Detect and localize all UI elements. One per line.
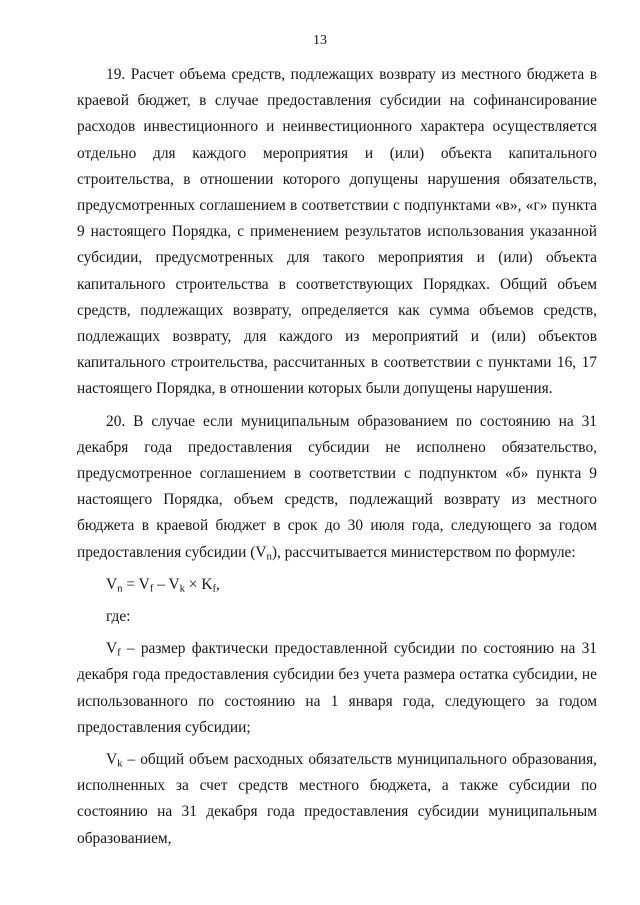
formula-vn-symbol: V (106, 575, 118, 593)
paragraph-19: 19. Расчет объема средств, подлежащих возврату из местного бюджета в краевой бюджет, в случае предоставления субсидии на софинансирование расходов инвестиционного и неинвестиционного характера осуществляется отдельно для каждого мероприятия и (или) объекта капитального строительства, в отношении которого допущены нарушения обязательств, предусмотренных соглашением в соответствии с подпунктами «в», «г» пункта 9 настоящего Порядка, с применением результатов использования указанной субсидии, предусмотренных для такого мероприятия и (или) объекта капитального строительства в соответствующих Порядках. Общий объем средств, подлежащих возврату, определяется как сумма объемов средств, подлежащих возврату, для каждого из мероприятий и (или) объектов капитального строительства, рассчитанных в соответствии с пунктами 16, 17 настоящего Порядка, в отношении которых были допущены нарушения. (77, 66, 597, 398)
paragraph-20-subscript: n (266, 550, 272, 563)
definition-vk (77, 747, 597, 852)
definition-vf-symbol: V (106, 640, 118, 658)
definition-vk-sub: k (117, 757, 123, 770)
where-label: где: (106, 608, 131, 626)
formula-vf-symbol: = V (122, 575, 150, 593)
paragraph-20-text: 20. В случае если муниципальным образованием по состоянию на 31 декабря года предоставления субсидии не исполнено обязательство, предусмотренное соглашением в соответствии с подпунктом «б» пункта 9 настоящего Порядка, объем средств, подлежащий возврату из местного бюджета в краевой бюджет в срок до 30 июля года, следующего за годом предоставления субсидии (V (77, 412, 597, 561)
paragraph-20 (77, 409, 597, 566)
formula-end: , (216, 575, 220, 593)
formula-line (77, 572, 597, 598)
formula-vf-sub: f (149, 582, 154, 595)
definition-vf-sub: f (117, 646, 121, 659)
formula-vn-sub: n (117, 582, 123, 595)
document-body (77, 62, 597, 852)
definition-vf (77, 636, 597, 741)
definition-vk-text: – общий объем расходных обязательств муниципального образования, исполненных за счет средств местного бюджета, а также субсидии по состоянию на 31 декабря года предоставления субсидии муниципальным образованием, (77, 751, 597, 847)
paragraph-20-tail: ), рассчитывается министерством по формуле: (271, 543, 576, 561)
formula-vk-sub: k (179, 582, 185, 595)
formula-kf-symbol: × K (184, 575, 213, 593)
definition-vf-text: – размер фактически предоставленной субсидии по состоянию на 31 декабря года предоставления субсидии без учета размера остатка субсидии, не использованного по состоянию на 1 января года, следующего за годом предоставления субсидии; (77, 640, 597, 736)
formula-vk-symbol: – V (153, 575, 180, 593)
definition-vk-symbol: V (106, 751, 118, 769)
page-number: 13 (313, 33, 327, 48)
formula-kf-sub: f (212, 582, 217, 595)
